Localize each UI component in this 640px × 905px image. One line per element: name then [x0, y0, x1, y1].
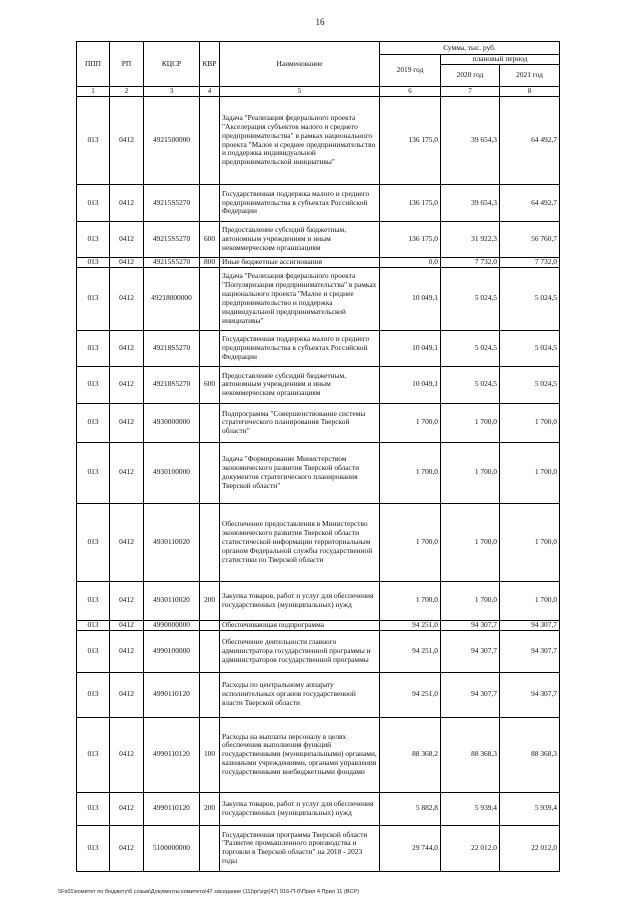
kcsr-cell: 4930110020	[144, 581, 200, 620]
table-row	[77, 717, 560, 792]
table-row	[77, 825, 560, 871]
kcsr-cell: 4990000000	[144, 620, 200, 630]
rp-cell: 0412	[110, 258, 144, 268]
header-sum: Сумма, тыс. руб.	[380, 42, 560, 55]
kcsr-cell: 4990110120	[144, 792, 200, 825]
header-2020: 2020 год	[441, 65, 500, 87]
rp-cell: 0412	[110, 630, 144, 672]
value-2020-cell: 39 654,3	[441, 185, 500, 222]
header-planned-period: плановый период	[441, 55, 560, 65]
header-kvr: КВР	[200, 42, 220, 87]
column-number: 8	[500, 87, 560, 97]
kvr-cell: 800	[200, 258, 220, 268]
footer-file-path: \\Fs01\комитет по бюджету\6 созыв\Документы комитета\47 заседание (11)\рг\zgr(47) 916-П-б\Прил 4 Прил 11 (ВСР)	[58, 889, 359, 895]
ppp-cell: 013	[77, 442, 110, 503]
header-name: Наименование	[220, 42, 380, 87]
budget-table	[76, 41, 560, 872]
kcsr-cell: 4921500000	[144, 97, 200, 185]
kcsr-cell: 49218S5270	[144, 330, 200, 366]
value-2020-cell: 5 024,5	[441, 330, 500, 366]
kvr-cell	[200, 267, 220, 330]
kvr-cell: 100	[200, 717, 220, 792]
value-2020-cell: 22 012,0	[441, 825, 500, 871]
value-2021-cell: 7 732,0	[500, 258, 560, 268]
kvr-cell: 600	[200, 366, 220, 403]
rp-cell: 0412	[110, 185, 144, 222]
rp-cell: 0412	[110, 403, 144, 442]
value-2020-cell: 39 654,3	[441, 97, 500, 185]
value-2020-cell: 1 700,0	[441, 581, 500, 620]
value-2021-cell: 22 012,0	[500, 825, 560, 871]
ppp-cell: 013	[77, 185, 110, 222]
table-row	[77, 442, 560, 503]
ppp-cell: 013	[77, 258, 110, 268]
kvr-cell: 200	[200, 581, 220, 620]
value-2019-cell: 10 049,1	[380, 330, 441, 366]
rp-cell: 0412	[110, 672, 144, 717]
kvr-cell	[200, 185, 220, 222]
kvr-cell	[200, 403, 220, 442]
kcsr-cell: 4990100000	[144, 630, 200, 672]
rp-cell: 0412	[110, 792, 144, 825]
kcsr-cell: 4990110120	[144, 672, 200, 717]
value-2020-cell: 1 700,0	[441, 403, 500, 442]
rp-cell: 0412	[110, 620, 144, 630]
value-2020-cell: 94 307,7	[441, 672, 500, 717]
value-2019-cell: 88 368,2	[380, 717, 441, 792]
column-number: 3	[144, 87, 200, 97]
ppp-cell: 013	[77, 330, 110, 366]
table-row	[77, 222, 560, 258]
table-row	[77, 330, 560, 366]
name-cell: Подпрограмма "Совершенствование системы стратегического планирования Тверской области"	[220, 403, 380, 442]
kvr-cell	[200, 672, 220, 717]
name-cell: Задача "Формирование Министерством экономического развития Тверской области документов стратегического планирования Тверской области"	[220, 442, 380, 503]
ppp-cell: 013	[77, 630, 110, 672]
table-row	[77, 672, 560, 717]
table-row	[77, 630, 560, 672]
kvr-cell	[200, 97, 220, 185]
value-2019-cell: 94 251,0	[380, 672, 441, 717]
kcsr-cell: 49218000000	[144, 267, 200, 330]
value-2019-cell: 29 744,0	[380, 825, 441, 871]
value-2021-cell: 64 492,7	[500, 97, 560, 185]
name-cell: Государственная поддержка малого и среднего предпринимательства в субъектах Российской Федерации	[220, 330, 380, 366]
kcsr-cell: 4930110020	[144, 503, 200, 581]
kcsr-cell: 4990110120	[144, 717, 200, 792]
column-number-row	[77, 87, 560, 97]
value-2021-cell: 5 939,4	[500, 792, 560, 825]
header-kcsr: КЦСР	[144, 42, 200, 87]
value-2021-cell: 1 700,0	[500, 503, 560, 581]
ppp-cell: 013	[77, 581, 110, 620]
name-cell: Обеспечивающая подпрограмма	[220, 620, 380, 630]
column-number: 6	[380, 87, 441, 97]
kvr-cell	[200, 503, 220, 581]
table-row	[77, 503, 560, 581]
header-ppp: ППП	[77, 42, 110, 87]
rp-cell: 0412	[110, 825, 144, 871]
column-number: 5	[220, 87, 380, 97]
rp-cell: 0412	[110, 330, 144, 366]
name-cell: Расходы по центральному аппарату исполнительных органов государственной власти Тверской области	[220, 672, 380, 717]
name-cell: Государственная программа Тверской области "Развитие промышленного производства и торговли в Тверской области" на 2018 - 2023 годы	[220, 825, 380, 871]
header-2021: 2021 год	[500, 65, 560, 87]
name-cell: Обеспечение деятельности главного администратора государственной программы и администраторов государственной программы	[220, 630, 380, 672]
ppp-cell: 013	[77, 267, 110, 330]
value-2021-cell: 88 368,3	[500, 717, 560, 792]
table-body	[77, 97, 560, 872]
table-row	[77, 403, 560, 442]
ppp-cell: 013	[77, 97, 110, 185]
value-2019-cell: 10 049,1	[380, 366, 441, 403]
kvr-cell: 600	[200, 222, 220, 258]
ppp-cell: 013	[77, 620, 110, 630]
value-2019-cell: 1 700,0	[380, 581, 441, 620]
value-2021-cell: 64 492,7	[500, 185, 560, 222]
rp-cell: 0412	[110, 366, 144, 403]
table-row	[77, 258, 560, 268]
value-2019-cell: 1 700,0	[380, 403, 441, 442]
rp-cell: 0412	[110, 222, 144, 258]
header-rp: РП	[110, 42, 144, 87]
value-2020-cell: 1 700,0	[441, 442, 500, 503]
kvr-cell	[200, 825, 220, 871]
value-2019-cell: 0,0	[380, 258, 441, 268]
page-number: 16	[315, 17, 325, 27]
column-number: 2	[110, 87, 144, 97]
value-2021-cell: 1 700,0	[500, 403, 560, 442]
value-2019-cell: 5 882,8	[380, 792, 441, 825]
table-row	[77, 267, 560, 330]
table-row	[77, 792, 560, 825]
ppp-cell: 013	[77, 717, 110, 792]
kcsr-cell: 49215S5270	[144, 222, 200, 258]
ppp-cell: 013	[77, 403, 110, 442]
value-2020-cell: 94 307,7	[441, 630, 500, 672]
table-row	[77, 185, 560, 222]
value-2019-cell: 136 175,0	[380, 222, 441, 258]
value-2019-cell: 94 251,0	[380, 630, 441, 672]
table-row	[77, 97, 560, 185]
value-2021-cell: 56 760,7	[500, 222, 560, 258]
kvr-cell	[200, 620, 220, 630]
table-row	[77, 581, 560, 620]
ppp-cell: 013	[77, 672, 110, 717]
value-2019-cell: 94 251,0	[380, 620, 441, 630]
name-cell: Задача "Реализация федерального проекта "Акселерация субъектов малого и среднего предпринимательства" в рамках национального проекта "Малое и среднее предпринимательство и поддержка индивидуальной предпринимательской инициативы"	[220, 97, 380, 185]
column-number: 4	[200, 87, 220, 97]
name-cell: Расходы на выплаты персоналу в целях обеспечения выполнения функций государственными (муниципальными) органами, казенными учреждениями, органами управления государственными внебюджетными фондами	[220, 717, 380, 792]
kcsr-cell: 5100000000	[144, 825, 200, 871]
name-cell: Задача "Реализация федерального проекта "Популяризация предпринимательства" в рамках национального проекта "Малое и среднее предпринимательство и поддержка индивидуальной предпринимательской инициативы"	[220, 267, 380, 330]
ppp-cell: 013	[77, 366, 110, 403]
value-2021-cell: 94 307,7	[500, 620, 560, 630]
value-2020-cell: 94 307,7	[441, 620, 500, 630]
value-2019-cell: 1 700,0	[380, 442, 441, 503]
value-2021-cell: 1 700,0	[500, 442, 560, 503]
value-2019-cell: 136 175,0	[380, 185, 441, 222]
kcsr-cell: 49215S5270	[144, 258, 200, 268]
value-2020-cell: 5 024,5	[441, 366, 500, 403]
rp-cell: 0412	[110, 442, 144, 503]
kcsr-cell: 49218S5270	[144, 366, 200, 403]
value-2020-cell: 5 939,4	[441, 792, 500, 825]
rp-cell: 0412	[110, 267, 144, 330]
kcsr-cell: 4930000000	[144, 403, 200, 442]
rp-cell: 0412	[110, 581, 144, 620]
name-cell: Закупка товаров, работ и услуг для обеспечения государственных (муниципальных) нужд	[220, 792, 380, 825]
value-2021-cell: 5 024,5	[500, 366, 560, 403]
value-2020-cell: 7 732,0	[441, 258, 500, 268]
table-row	[77, 620, 560, 630]
value-2021-cell: 1 700,0	[500, 581, 560, 620]
value-2021-cell: 5 024,5	[500, 267, 560, 330]
rp-cell: 0412	[110, 503, 144, 581]
rp-cell: 0412	[110, 97, 144, 185]
value-2021-cell: 94 307,7	[500, 630, 560, 672]
ppp-cell: 013	[77, 503, 110, 581]
kcsr-cell: 49215S5270	[144, 185, 200, 222]
name-cell: Закупка товаров, работ и услуг для обеспечения государственных (муниципальных) нужд	[220, 581, 380, 620]
value-2020-cell: 31 922,3	[441, 222, 500, 258]
value-2021-cell: 94 307,7	[500, 672, 560, 717]
value-2020-cell: 1 700,0	[441, 503, 500, 581]
header-2019: 2019 год	[380, 55, 441, 87]
table-row	[77, 366, 560, 403]
kvr-cell	[200, 630, 220, 672]
value-2019-cell: 10 049,1	[380, 267, 441, 330]
ppp-cell: 013	[77, 222, 110, 258]
kcsr-cell: 4930100000	[144, 442, 200, 503]
name-cell: Обеспечение предоставления в Министерство экономического развития Тверской области статистической информации территориальным органом Федеральной службы государственной статистики по Тверской области	[220, 503, 380, 581]
rp-cell: 0412	[110, 717, 144, 792]
name-cell: Иные бюджетные ассигнования	[220, 258, 380, 268]
kvr-cell	[200, 442, 220, 503]
value-2020-cell: 88 368,3	[441, 717, 500, 792]
name-cell: Государственная поддержка малого и среднего предпринимательства в субъектах Российской Федерации	[220, 185, 380, 222]
ppp-cell: 013	[77, 792, 110, 825]
value-2021-cell: 5 024,5	[500, 330, 560, 366]
value-2020-cell: 5 024,5	[441, 267, 500, 330]
column-number: 7	[441, 87, 500, 97]
column-number: 1	[77, 87, 110, 97]
kvr-cell: 200	[200, 792, 220, 825]
kvr-cell	[200, 330, 220, 366]
value-2019-cell: 1 700,0	[380, 503, 441, 581]
name-cell: Предоставление субсидий бюджетным, автономным учреждениям и иным некоммерческим организациям	[220, 366, 380, 403]
ppp-cell: 013	[77, 825, 110, 871]
value-2019-cell: 136 175,0	[380, 97, 441, 185]
name-cell: Предоставление субсидий бюджетным, автономным учреждениям и иным некоммерческим организациям	[220, 222, 380, 258]
